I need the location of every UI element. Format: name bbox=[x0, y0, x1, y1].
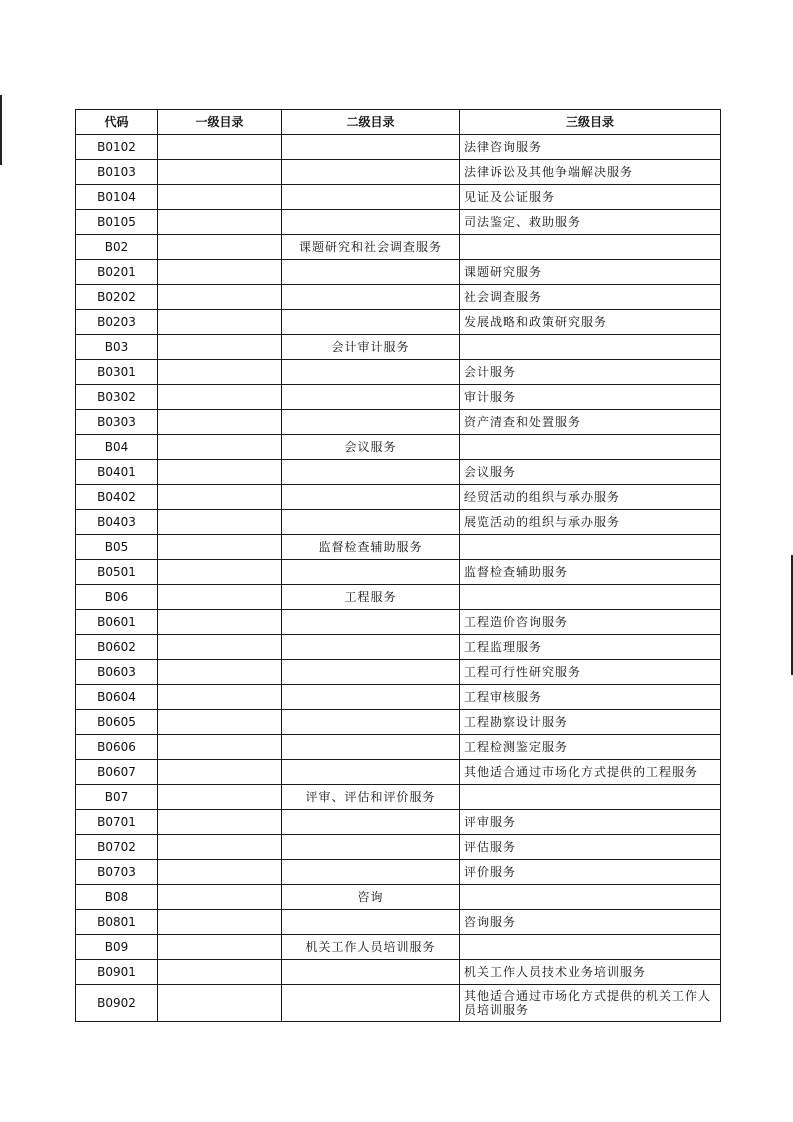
header-code: 代码 bbox=[76, 110, 158, 135]
cell-level2 bbox=[282, 660, 460, 685]
cell-code: B0606 bbox=[76, 735, 158, 760]
cell-level3: 咨询服务 bbox=[460, 910, 721, 935]
cell-code: B02 bbox=[76, 235, 158, 260]
cell-code: B0103 bbox=[76, 160, 158, 185]
cell-level1 bbox=[158, 385, 282, 410]
cell-level1 bbox=[158, 810, 282, 835]
table-row bbox=[76, 260, 721, 285]
cell-level2: 评审、评估和评价服务 bbox=[282, 785, 460, 810]
cell-level1 bbox=[158, 785, 282, 810]
table-row bbox=[76, 935, 721, 960]
cell-level2 bbox=[282, 835, 460, 860]
cell-level1 bbox=[158, 610, 282, 635]
cell-code: B0203 bbox=[76, 310, 158, 335]
cell-level2 bbox=[282, 760, 460, 785]
cell-level2: 咨询 bbox=[282, 885, 460, 910]
cell-level1 bbox=[158, 685, 282, 710]
cell-level3 bbox=[460, 435, 721, 460]
cell-code: B0501 bbox=[76, 560, 158, 585]
table-row bbox=[76, 510, 721, 535]
table-row bbox=[76, 885, 721, 910]
table-row bbox=[76, 410, 721, 435]
cell-code: B0703 bbox=[76, 860, 158, 885]
cell-code: B0801 bbox=[76, 910, 158, 935]
cell-code: B0603 bbox=[76, 660, 158, 685]
cell-level1 bbox=[158, 710, 282, 735]
cell-level3: 工程可行性研究服务 bbox=[460, 660, 721, 685]
table-header-row bbox=[76, 110, 721, 135]
cell-level2 bbox=[282, 260, 460, 285]
cell-code: B0104 bbox=[76, 185, 158, 210]
cell-level1 bbox=[158, 310, 282, 335]
cell-code: B0901 bbox=[76, 960, 158, 985]
header-level3: 三级目录 bbox=[460, 110, 721, 135]
table-row bbox=[76, 985, 721, 1022]
cell-level1 bbox=[158, 535, 282, 560]
cell-level3: 会计服务 bbox=[460, 360, 721, 385]
cell-level1 bbox=[158, 335, 282, 360]
cell-level2 bbox=[282, 285, 460, 310]
cell-code: B0301 bbox=[76, 360, 158, 385]
cell-level2 bbox=[282, 135, 460, 160]
table-row bbox=[76, 135, 721, 160]
table-row bbox=[76, 710, 721, 735]
cell-level1 bbox=[158, 260, 282, 285]
table-row bbox=[76, 335, 721, 360]
cell-level3: 工程审核服务 bbox=[460, 685, 721, 710]
cell-level1 bbox=[158, 160, 282, 185]
cell-level2 bbox=[282, 160, 460, 185]
cell-level3: 展览活动的组织与承办服务 bbox=[460, 510, 721, 535]
table-row bbox=[76, 485, 721, 510]
table-row bbox=[76, 160, 721, 185]
cell-level2 bbox=[282, 860, 460, 885]
cell-code: B08 bbox=[76, 885, 158, 910]
cell-level3: 法律咨询服务 bbox=[460, 135, 721, 160]
cell-level3: 工程监理服务 bbox=[460, 635, 721, 660]
table-row bbox=[76, 360, 721, 385]
cell-code: B0702 bbox=[76, 835, 158, 860]
cell-level1 bbox=[158, 935, 282, 960]
cell-level1 bbox=[158, 960, 282, 985]
cell-level3: 评审服务 bbox=[460, 810, 721, 835]
cell-level3 bbox=[460, 585, 721, 610]
cell-code: B0102 bbox=[76, 135, 158, 160]
cell-level3: 工程勘察设计服务 bbox=[460, 710, 721, 735]
cell-level1 bbox=[158, 360, 282, 385]
cell-code: B0303 bbox=[76, 410, 158, 435]
cell-level3: 经贸活动的组织与承办服务 bbox=[460, 485, 721, 510]
cell-level2: 课题研究和社会调查服务 bbox=[282, 235, 460, 260]
cell-level2 bbox=[282, 210, 460, 235]
cell-level3: 法律诉讼及其他争端解决服务 bbox=[460, 160, 721, 185]
cell-code: B05 bbox=[76, 535, 158, 560]
cell-level3: 工程造价咨询服务 bbox=[460, 610, 721, 635]
cell-level2 bbox=[282, 985, 460, 1022]
table-row bbox=[76, 210, 721, 235]
cell-code: B0402 bbox=[76, 485, 158, 510]
cell-code: B0401 bbox=[76, 460, 158, 485]
cell-level1 bbox=[158, 485, 282, 510]
cell-level2 bbox=[282, 185, 460, 210]
cell-code: B0201 bbox=[76, 260, 158, 285]
table-row bbox=[76, 685, 721, 710]
cell-code: B0302 bbox=[76, 385, 158, 410]
cell-code: B0202 bbox=[76, 285, 158, 310]
cell-level3: 评价服务 bbox=[460, 860, 721, 885]
cell-level3 bbox=[460, 535, 721, 560]
cell-level1 bbox=[158, 585, 282, 610]
cell-code: B0605 bbox=[76, 710, 158, 735]
cell-level1 bbox=[158, 735, 282, 760]
table-row bbox=[76, 660, 721, 685]
table-row bbox=[76, 435, 721, 460]
table-row bbox=[76, 810, 721, 835]
cell-level2 bbox=[282, 960, 460, 985]
cell-code: B07 bbox=[76, 785, 158, 810]
cell-level3: 资产清查和处置服务 bbox=[460, 410, 721, 435]
cell-level3: 工程检测鉴定服务 bbox=[460, 735, 721, 760]
table-row bbox=[76, 735, 721, 760]
cell-level2 bbox=[282, 635, 460, 660]
cell-level1 bbox=[158, 235, 282, 260]
cell-level2: 会计审计服务 bbox=[282, 335, 460, 360]
cell-level2 bbox=[282, 410, 460, 435]
cell-level3: 司法鉴定、救助服务 bbox=[460, 210, 721, 235]
cell-level1 bbox=[158, 510, 282, 535]
table-row bbox=[76, 760, 721, 785]
table-row bbox=[76, 960, 721, 985]
cell-level3: 其他适合通过市场化方式提供的机关工作人员培训服务 bbox=[460, 985, 721, 1022]
service-catalog-table bbox=[75, 109, 721, 1022]
cell-level3: 评估服务 bbox=[460, 835, 721, 860]
table-row bbox=[76, 785, 721, 810]
table-row bbox=[76, 235, 721, 260]
cell-level1 bbox=[158, 910, 282, 935]
cell-level1 bbox=[158, 835, 282, 860]
cell-level2: 会议服务 bbox=[282, 435, 460, 460]
cell-code: B06 bbox=[76, 585, 158, 610]
cell-level2 bbox=[282, 685, 460, 710]
cell-code: B09 bbox=[76, 935, 158, 960]
cell-level2: 工程服务 bbox=[282, 585, 460, 610]
cell-level2: 机关工作人员培训服务 bbox=[282, 935, 460, 960]
cell-level2 bbox=[282, 610, 460, 635]
cell-level3: 会议服务 bbox=[460, 460, 721, 485]
cell-level1 bbox=[158, 210, 282, 235]
table-row bbox=[76, 560, 721, 585]
cell-level2 bbox=[282, 385, 460, 410]
cell-level2 bbox=[282, 810, 460, 835]
table-row bbox=[76, 535, 721, 560]
table-row bbox=[76, 835, 721, 860]
table-row bbox=[76, 310, 721, 335]
scan-edge-mark bbox=[0, 95, 2, 165]
cell-code: B0607 bbox=[76, 760, 158, 785]
table-row bbox=[76, 910, 721, 935]
cell-level3: 发展战略和政策研究服务 bbox=[460, 310, 721, 335]
cell-level2: 监督检查辅助服务 bbox=[282, 535, 460, 560]
cell-level3 bbox=[460, 335, 721, 360]
cell-level2 bbox=[282, 710, 460, 735]
header-level1: 一级目录 bbox=[158, 110, 282, 135]
cell-code: B04 bbox=[76, 435, 158, 460]
cell-code: B0403 bbox=[76, 510, 158, 535]
cell-level1 bbox=[158, 560, 282, 585]
cell-code: B03 bbox=[76, 335, 158, 360]
cell-level1 bbox=[158, 410, 282, 435]
table-row bbox=[76, 185, 721, 210]
cell-level3: 课题研究服务 bbox=[460, 260, 721, 285]
cell-level1 bbox=[158, 860, 282, 885]
cell-level1 bbox=[158, 985, 282, 1022]
table-row bbox=[76, 385, 721, 410]
cell-code: B0604 bbox=[76, 685, 158, 710]
cell-level3 bbox=[460, 935, 721, 960]
cell-level1 bbox=[158, 435, 282, 460]
cell-level1 bbox=[158, 135, 282, 160]
cell-level3 bbox=[460, 885, 721, 910]
cell-level3: 见证及公证服务 bbox=[460, 185, 721, 210]
table-row bbox=[76, 285, 721, 310]
cell-level1 bbox=[158, 660, 282, 685]
table-body bbox=[76, 135, 721, 1022]
cell-code: B0602 bbox=[76, 635, 158, 660]
cell-level1 bbox=[158, 285, 282, 310]
cell-code: B0701 bbox=[76, 810, 158, 835]
cell-code: B0902 bbox=[76, 985, 158, 1022]
cell-level2 bbox=[282, 510, 460, 535]
cell-level2 bbox=[282, 310, 460, 335]
cell-code: B0601 bbox=[76, 610, 158, 635]
cell-level3: 其他适合通过市场化方式提供的工程服务 bbox=[460, 760, 721, 785]
cell-level2 bbox=[282, 910, 460, 935]
cell-level2 bbox=[282, 360, 460, 385]
cell-level3: 审计服务 bbox=[460, 385, 721, 410]
cell-level3 bbox=[460, 235, 721, 260]
table-row bbox=[76, 635, 721, 660]
cell-level3 bbox=[460, 785, 721, 810]
cell-level2 bbox=[282, 560, 460, 585]
cell-level3: 社会调查服务 bbox=[460, 285, 721, 310]
cell-level1 bbox=[158, 885, 282, 910]
cell-level1 bbox=[158, 460, 282, 485]
cell-level1 bbox=[158, 635, 282, 660]
cell-level1 bbox=[158, 760, 282, 785]
header-level2: 二级目录 bbox=[282, 110, 460, 135]
cell-code: B0105 bbox=[76, 210, 158, 235]
table-row bbox=[76, 585, 721, 610]
table-row bbox=[76, 860, 721, 885]
cell-level2 bbox=[282, 735, 460, 760]
cell-level2 bbox=[282, 485, 460, 510]
cell-level3: 机关工作人员技术业务培训服务 bbox=[460, 960, 721, 985]
cell-level3: 监督检查辅助服务 bbox=[460, 560, 721, 585]
cell-level1 bbox=[158, 185, 282, 210]
table-row bbox=[76, 610, 721, 635]
cell-level2 bbox=[282, 460, 460, 485]
table-row bbox=[76, 460, 721, 485]
